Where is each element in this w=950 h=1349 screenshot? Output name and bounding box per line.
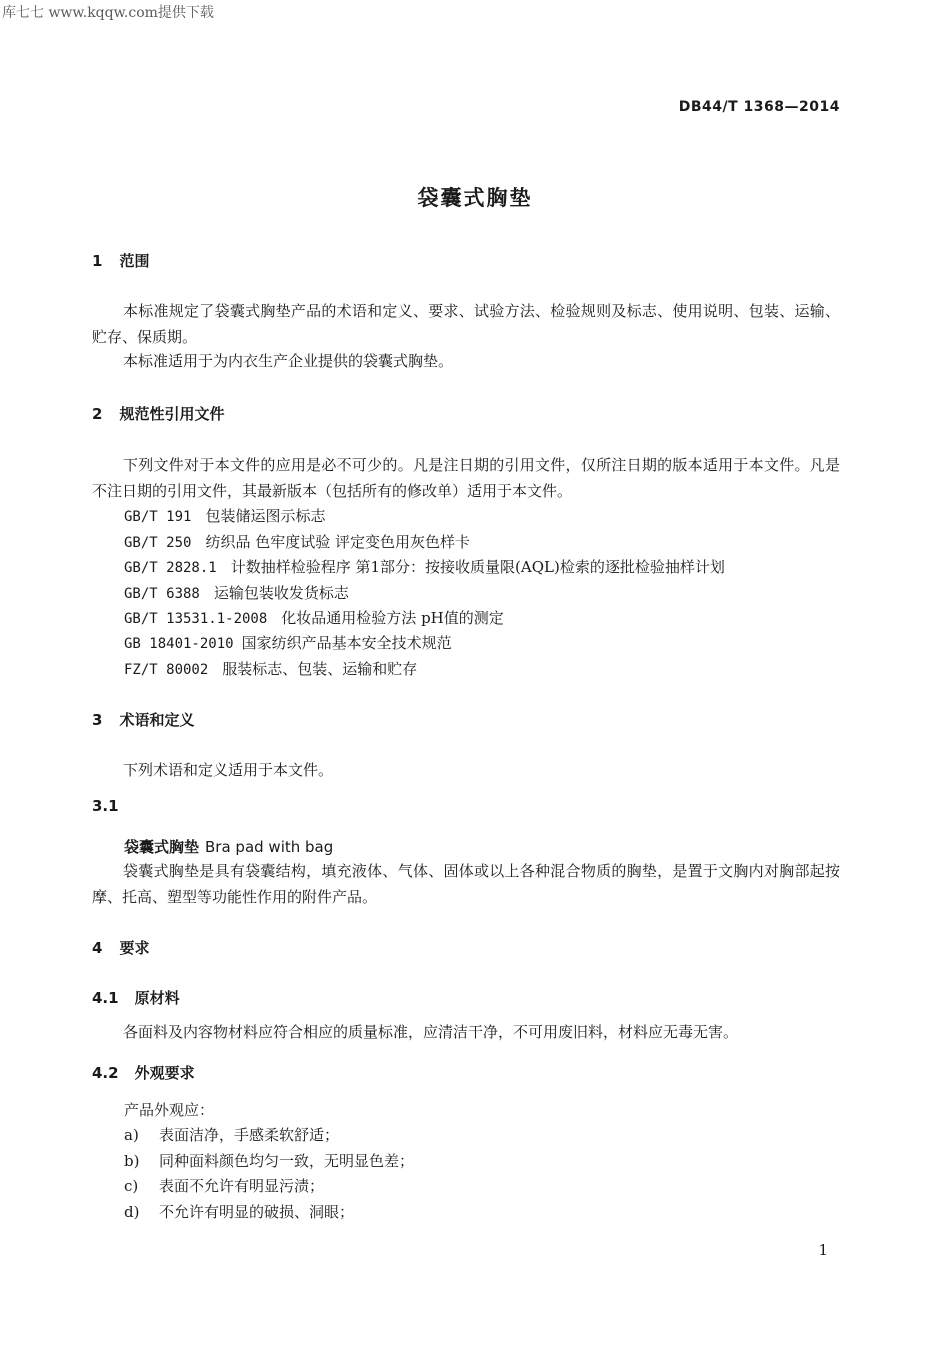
section-number: 4 (92, 939, 103, 957)
section-1-paragraph-2: 本标准适用于为内衣生产企业提供的袋囊式胸垫。 (123, 352, 454, 370)
reference-item (124, 582, 349, 603)
section-number: 2 (92, 405, 103, 423)
subsection-4-1-text: 各面料及内容物材料应符合相应的质量标准，应清洁干净，不可用废旧料，材料应无毒无害。 (123, 1023, 739, 1041)
reference-title: 包装储运图示标志 (205, 507, 326, 525)
section-4-heading (92, 937, 149, 958)
list-item-label: d) (124, 1203, 140, 1221)
reference-code: GB 18401-2010 (124, 636, 234, 652)
reference-code: FZ/T 80002 (124, 662, 209, 678)
reference-item (124, 556, 725, 577)
reference-title: 纺织品 色牢度试验 评定变色用灰色样卡 (205, 533, 470, 551)
reference-title: 服装标志、包装、运输和贮存 (222, 660, 418, 678)
subsection-4-2-intro: 产品外观应： (124, 1101, 215, 1119)
reference-code: GB/T 250 (124, 535, 192, 551)
reference-code: GB/T 13531.1-2008 (124, 611, 268, 627)
subsection-3-1-number: 3.1 (92, 797, 119, 815)
page-number: 1 (818, 1241, 828, 1259)
reference-code: GB/T 191 (124, 509, 192, 525)
term-entry (124, 836, 333, 857)
reference-code: GB/T 2828.1 (124, 560, 217, 576)
watermark-text: 库七七 www.kqqw.com提供下载 (2, 5, 214, 21)
section-number: 1 (92, 252, 103, 270)
subsection-4-2-heading (92, 1062, 195, 1083)
reference-code: GB/T 6388 (124, 586, 200, 602)
reference-item (124, 505, 325, 526)
list-item-text: 不允许有明显的破损、洞眼； (159, 1203, 355, 1221)
subsection-4-1-heading (92, 987, 180, 1008)
section-3-heading (92, 709, 194, 730)
section-3-intro: 下列术语和定义适用于本文件。 (123, 761, 334, 779)
section-2-heading (92, 403, 224, 424)
list-item-label: a) (124, 1126, 139, 1144)
reference-item (124, 658, 417, 679)
section-title: 术语和定义 (119, 711, 195, 729)
list-item (124, 1150, 414, 1171)
list-item (124, 1201, 354, 1222)
list-item-text: 同种面料颜色均匀一致，无明显色差； (159, 1152, 415, 1170)
list-item-label: b) (124, 1152, 140, 1170)
section-number: 3 (92, 711, 103, 729)
list-item (124, 1124, 339, 1145)
section-1-paragraph-1: 本标准规定了袋囊式胸垫产品的术语和定义、要求、试验方法、检验规则及标志、使用说明、包装、运输、贮存、保质期。 (92, 302, 840, 346)
subsection-number: 4.2 (92, 1064, 119, 1082)
term-definition: 袋囊式胸垫是具有袋囊结构，填充液体、气体、固体或以上各种混合物质的胸垫，是置于文胸内对胸部起按摩、托高、塑型等功能性作用的附件产品。 (92, 862, 840, 906)
reference-item (124, 632, 452, 653)
subsection-title: 外观要求 (134, 1064, 195, 1082)
reference-title: 计数抽样检验程序 第1部分：按接收质量限(AQL)检索的逐批检验抽样计划 (230, 558, 725, 576)
section-2-intro: 下列文件对于本文件的应用是必不可少的。凡是注日期的引用文件，仅所注日期的版本适用于本文件。凡是不注日期的引用文件，其最新版本（包括所有的修改单）适用于本文件。 (92, 456, 840, 500)
standard-number: DB44/T 1368—2014 (678, 99, 840, 115)
reference-title: 运输包装收发货标志 (213, 584, 349, 602)
list-item (124, 1175, 324, 1196)
list-item-text: 表面洁净，手感柔软舒适； (159, 1126, 340, 1144)
term-chinese: 袋囊式胸垫 (124, 838, 200, 856)
section-title: 要求 (119, 939, 150, 957)
section-1-heading (92, 250, 149, 271)
reference-item (124, 607, 504, 628)
page-title: 袋囊式胸垫 (417, 186, 533, 210)
reference-title: 国家纺织产品基本安全技术规范 (241, 634, 452, 652)
subsection-title: 原材料 (134, 989, 180, 1007)
term-english: Bra pad with bag (205, 838, 334, 856)
reference-item (124, 531, 470, 552)
reference-title: 化妆品通用检验方法 pH值的测定 (281, 609, 504, 627)
section-title: 规范性引用文件 (119, 405, 225, 423)
list-item-label: c) (124, 1177, 139, 1195)
section-title: 范围 (119, 252, 150, 270)
list-item-text: 表面不允许有明显污渍； (159, 1177, 325, 1195)
subsection-number: 4.1 (92, 989, 119, 1007)
